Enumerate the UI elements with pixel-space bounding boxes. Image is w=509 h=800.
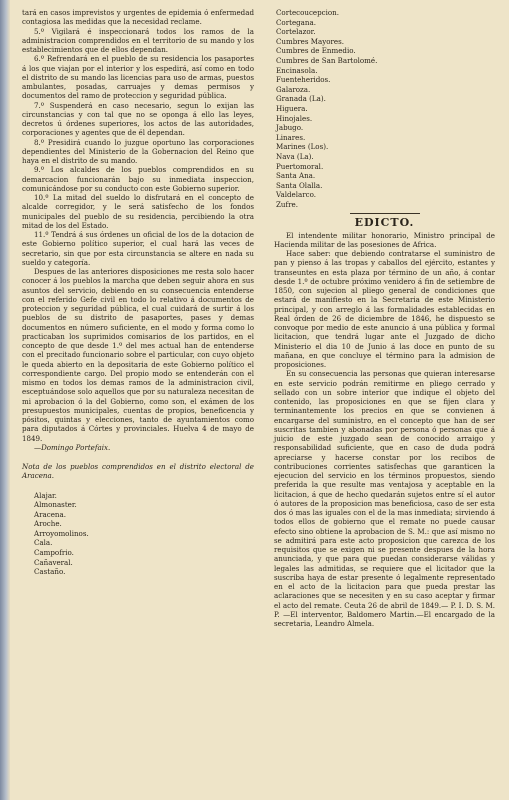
list-item: Jabugo. [276,123,304,133]
binding-edge [0,0,10,800]
paragraph-continuation: tará en casos imprevistos y urgentes de epidemia ó enfermedad contagiosa las medidas que la necesidad reclame. [22,8,254,27]
list-item: Campofrio. [34,548,74,558]
list-item: Nava (La). [276,151,314,161]
town-list-right [274,8,495,209]
list-item: Fuenteheridos. [276,75,331,85]
list-item: Puertomoral. [276,161,324,171]
list-item: Arroyomolinos. [34,528,89,538]
list-item: Cortecoucepcion. [276,8,339,17]
edicto-paragraph-1: Hace saber: que debiendo contratarse el suministro de pan y pienso á las tropas y caballos del ejército, estantes y transeuntes en esta plaza por término de un año, á contar desde 1.º de octubre próximo venidero á fin de setiembre de 1850, con sujecion al pliego general de condiciones que estará de manifiesto en la Secretaria de este Ministerio principal, y con arreglo á las formalidades establecidas en Real órden de 26 de diciembre de 1846, he dispuesto se convoque por medio de este anuncio á una pública y formal licitacion, que tendrá lugar ante el Juzgado de dicho Ministerio el dia 10 de Junio á las doce en punto de su mañana, en que concluye el término para la admision de proposiciones. [274,249,495,370]
edicto-paragraph-2: En su consecuencia las personas que quieran interesarse en este servicio podrán remitirme en pliego cerrado y sellado con un sobre interior que indique el objeto del contenido, las proposiciones en que se fijen clara y terminantemente los precios en que se convienen á encargarse del suministro, en el concepto que han de ser suscritas tambien y abonadas por persona ó personas que á juicio de este juzgado sean de conocido arraigo y responsabilidad suficiente, que en caso de duda podrá apreciarse y hacerse constar por los recibos de contribuciones corrientes satisfechas que garanticen la ejecucion del servicio en los términos propuestos, siendo preferida la que resulte mas ventajosa y aceptable en la licitacion, á que de hecho quedarán sujetos entre sí el autor ó autores de la proposicion mas beneficiosa, caso de ser esta dos ó mas las iguales con el de la mas inmediata; sirviendo á todos ellos de gobierno que el remate no puede causar efecto sino obtiene la aprobacion de S. M.: que así mismo no se admitirá para este acto proposicion que carezca de los requisitos que se exigen ni se presente despues de la hora anunciada, y que para que puedan considerarse válidas y legales las admitidas, se requiere que el licitador que la suscriba haya de estar presente ó legalmente representado en el acto de la licitacion para que pueda prestar las aclaraciones que se necesiten y en su caso aceptar y firmar el acto del remate. Ceuta 26 de abril de 1849.— P. I. D. S. M. P. —El interventor, Baldomero Martin.—El encargado de la secretaria, Leandro Almela. [274,369,495,629]
paragraph-closing: Despues de las anteriores disposiciones me resta solo hacer conocer á los pueblos la marcha que deben seguir ahora en sus asuntos del servicio, debiendo en su consecuencia entenderse con el referido Gefe civil en todo lo relativo á documentos de proteccion y seguridad pública, el cual cuidará de surtir á los pueblos de su distrito de pasaportes, pases y demas documentos en número suficiente, en el modo y forma como lo practicaban los suprimidos comisarios de los partidos, en el concepto de que desde 1.º del mes actual han de entenderse con el precitado funcionario sobre el particular, con cuyo objeto le queda abierto en la depositaria de este Gobierno político el correspondiente cargo. Del propio modo se entenderán con el mismo en todos los demas ramos de la administracion civil, esceptuándose solo aquellos que por su naturaleza necesitan de mi aprobacion ó la del Gobierno, como son, el exámen de los presupuestos municipales, cuentas de propios, beneficencia y pósitos, quintas y elecciones, tanto de ayuntamientos como para diputados á Córtes y provinciales. Huelva 4 de mayo de 1849. [22,267,254,443]
list-item: Santa Olalla. [276,180,323,190]
list-item: Cumbres de Enmedio. [276,46,356,56]
section-divider [350,213,420,214]
list-item: Granada (La). [276,94,326,104]
right-column [274,8,495,628]
list-item: Aracena. [34,509,66,519]
paragraph-article-8: 8.º Presidirá cuando lo juzgue oportuno las corporaciones dependientes del Ministerio de la Gobernacion del Reino que haya en el distrito de su mando. [22,137,254,165]
note-title: Nota de los pueblos comprendidos en el distrito electoral de Aracena. [22,462,254,481]
paragraph-article-10: 10.º La mitad del sueldo lo disfrutará en el concepto de alcalde corregidor, y le será satisfecho de los fondos municipales del pueblo de su residencia, percibiendo la otra mitad de los del Estado. [22,193,254,230]
list-item: Linares. [276,132,306,142]
paragraph-article-5: 5.º Vigilará é inspeccionará todos los ramos de la administracion comprendidos en el territorio de su mando y los establecimientos que de ellos dependan. [22,26,254,54]
list-item: Galaroza. [276,84,311,94]
list-item: Hinojales. [276,113,313,123]
list-item: Alajar. [34,490,57,500]
list-item: Santa Ana. [276,171,316,181]
list-item: Cortelazor. [276,27,316,37]
list-item: Cumbres Mayores. [276,36,345,46]
list-item: Cortegana. [276,17,316,27]
town-list-left [22,491,254,577]
list-item: Cañaveral. [34,557,73,567]
list-item: Castaño. [34,567,66,577]
edicto-header: El intendente militar honorario, Ministro principal de Hacienda militar de las posesiones de Africa. [274,230,495,249]
list-item: Higuera. [276,103,308,113]
list-item: Marines (Los). [276,142,329,152]
paragraph-article-9: 9.º Los alcaldes de los pueblos comprendidos en su demarcacion funcionarán bajo su inmediata inspeccion, comunicándose por su conducto con este Gobierno superior. [22,165,254,193]
list-item: Cumbres de San Bartolomé. [276,55,378,65]
signature: —Domingo Portefaix. [34,442,111,452]
list-item: Zufre. [276,199,298,209]
left-column [22,8,254,577]
edicto-title: EDICTO. [354,216,415,230]
paragraph-article-7: 7.º Suspenderá en caso necesario, segun lo exijan las circunstancias y con tal que no se oponga á ello las leyes, decretos ú órdenes superiores, los actos de las autoridades, corporaciones y agentes que de él dependan. [22,100,254,138]
list-item: Aroche. [34,519,62,529]
list-item: Valdelarco. [276,190,316,200]
paragraph-article-6: 6.º Refrendará en el pueblo de su residencia los pasaportes á los que viajan por el interior y los espedirá, así como en todo el distrito de su mando las licencias para uso de armas, puestos ambulantes, posadas, carruajes y demas permisos y documentos del ramo de proteccion y seguridad pública. [22,54,254,101]
list-item: Cala. [34,538,53,548]
paragraph-article-11: 11.º Tendrá á sus órdenes un oficial de los de la dotacion de este Gobierno político superior, el cual hará las veces de secretario, sin que por esta circunstancia se altere en nada su sueldo y categoría. [22,230,254,267]
list-item: Encinasola. [276,65,318,75]
list-item: Almonaster. [34,500,77,510]
